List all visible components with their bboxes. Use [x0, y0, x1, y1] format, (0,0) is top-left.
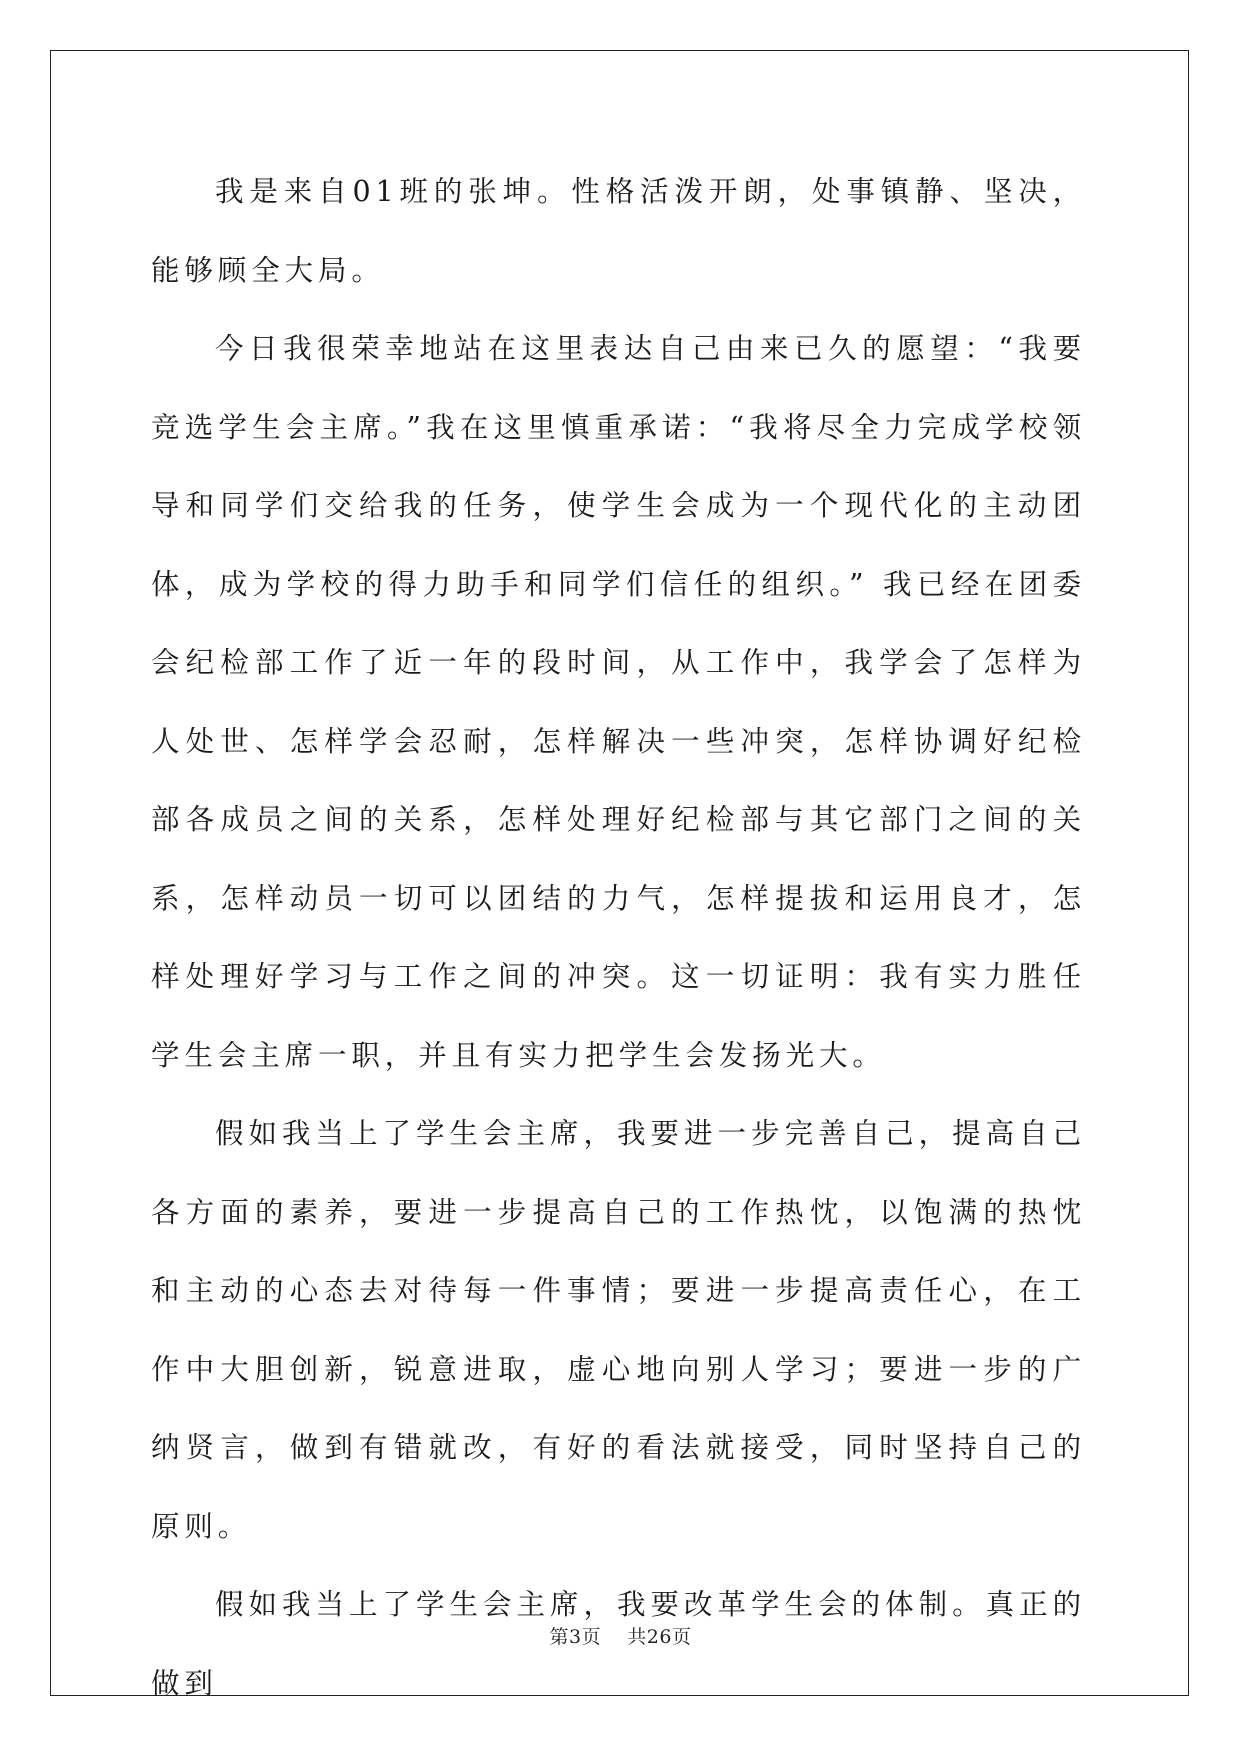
document-body [151, 153, 1086, 1723]
paragraph-1: 我是来自01班的张坤。性格活泼开朗，处事镇静、坚决，能够顾全大局。 [151, 175, 1086, 287]
total-label-suffix: 页 [671, 1626, 692, 1648]
page-label-suffix: 页 [581, 1626, 602, 1648]
paragraph-2: 今日我很荣幸地站在这里表达自己由来已久的愿望：“我要竞选学生会主席。”我在这里慎重承诺：“我将尽全力完成学校领导和同学们交给我的任务，使学生会成为一个现代化的主动团体，成为学校的得力助手和同学们信任的组织。” 我已经在团委会纪检部工作了近一年的段时间，从工作中，我学会了怎样为人处世、怎样学会忍耐，怎样解决一些冲突，怎样协调好纪检部各成员之间的关系，怎样处理好纪检部与其它部门之间的关系，怎样动员一切可以团结的力气，怎样提拔和运用良才，怎样处理好学习与工作之间的冲突。这一切证明：我有实力胜任学生会主席一职，并且有实力把学生会发扬光大。 [151, 332, 1086, 1072]
current-page-number: 3 [569, 1626, 582, 1648]
total-pages-number: 26 [646, 1626, 672, 1648]
paragraph-4: 假如我当上了学生会主席，我要改革学生会的体制。真正的做到 [151, 1588, 1086, 1700]
page-label-prefix: 第 [549, 1626, 569, 1648]
total-label-prefix: 共 [627, 1626, 647, 1648]
page-footer [0, 1622, 1241, 1649]
paragraph-3: 假如我当上了学生会主席，我要进一步完善自己，提高自己各方面的素养，要进一步提高自己的工作热忱，以饱满的热忱和主动的心态去对待每一件事情；要进一步提高责任心，在工作中大胆创新，锐意进取，虚心地向别人学习；要进一步的广纳贤言，做到有错就改，有好的看法就接受，同时坚持自己的原则。 [151, 1117, 1086, 1543]
